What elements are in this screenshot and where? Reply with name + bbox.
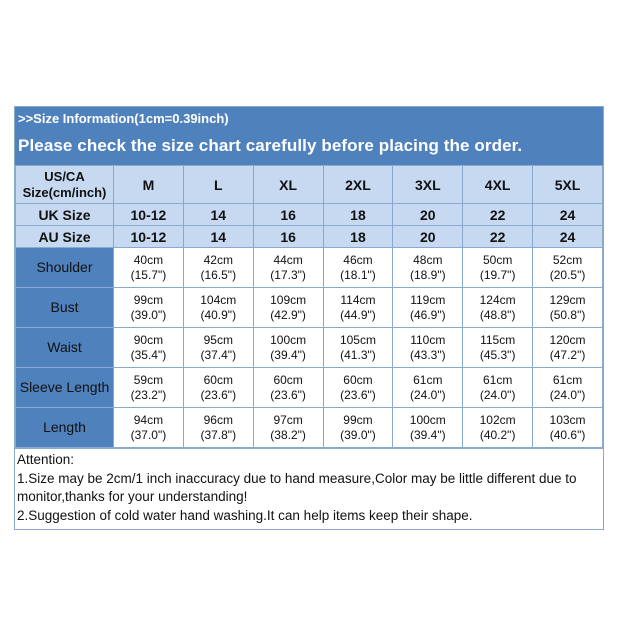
measurement-cm: 102cm — [479, 412, 516, 427]
measurement-cm: 105cm — [339, 332, 376, 347]
measurement-inch: (43.3") — [409, 347, 446, 362]
measurement-row — [16, 408, 603, 448]
attention-notes — [15, 448, 603, 529]
size-header-row — [16, 166, 603, 204]
measurement-cm: 97cm — [273, 412, 303, 427]
measurement-cell — [533, 328, 603, 368]
measurement-inch: (18.1") — [340, 267, 376, 282]
measurement-rows — [16, 248, 603, 448]
au-size-value: 18 — [323, 226, 393, 248]
measurement-cm: 61cm — [413, 372, 443, 387]
measurement-cell — [393, 248, 463, 288]
au-size-value: 22 — [463, 226, 533, 248]
uk-size-value: 22 — [463, 204, 533, 226]
corner-line2: Size(cm/inch) — [22, 184, 107, 200]
measurement-label: Bust — [16, 288, 114, 328]
measurement-inch: (39.0") — [130, 307, 167, 322]
measurement-cm: 110cm — [410, 332, 446, 347]
measurement-cm: 60cm — [343, 372, 373, 387]
measurement-cell — [533, 248, 603, 288]
measurement-cell — [253, 408, 323, 448]
attention-note-2: 2.Suggestion of cold water hand washing.It can help items keep their shape. — [17, 507, 473, 523]
measurement-cell — [323, 328, 393, 368]
measurement-cell — [323, 248, 393, 288]
measurement-inch: (24.0") — [479, 387, 516, 402]
measurement-cm: 100cm — [270, 332, 307, 347]
measurement-cell — [183, 408, 253, 448]
uk-size-value: 20 — [393, 204, 463, 226]
measurement-inch: (46.9") — [409, 307, 446, 322]
attention-title: Attention: — [17, 452, 75, 467]
measurement-inch: (39.0") — [340, 427, 376, 442]
measurement-cell — [183, 368, 253, 408]
measurement-cm: 94cm — [133, 412, 164, 427]
measurement-row — [16, 328, 603, 368]
measurement-label: Waist — [16, 328, 114, 368]
uk-size-value: 24 — [533, 204, 603, 226]
size-header-m: M — [114, 166, 184, 204]
measurement-cm: 46cm — [343, 252, 373, 267]
measurement-inch: (39.4") — [409, 427, 446, 442]
measurement-cell — [323, 408, 393, 448]
measurement-cm: 104cm — [200, 292, 237, 307]
size-header-2xl: 2XL — [323, 166, 393, 204]
measurement-label: Sleeve Length — [16, 368, 114, 408]
measurement-cell — [393, 328, 463, 368]
measurement-inch: (24.0") — [409, 387, 446, 402]
measurement-cell — [183, 328, 253, 368]
measurement-inch: (40.9") — [200, 307, 237, 322]
measurement-inch: (50.8") — [549, 307, 586, 322]
measurement-cell — [114, 328, 184, 368]
measurement-inch: (41.3") — [340, 347, 376, 362]
measurement-cell — [393, 408, 463, 448]
size-header-xl: XL — [253, 166, 323, 204]
measurement-cm: 90cm — [133, 332, 164, 347]
size-info-banner — [15, 107, 603, 165]
measurement-cell — [323, 368, 393, 408]
measurement-cm: 95cm — [203, 332, 233, 347]
au-size-row — [16, 226, 603, 248]
measurement-cell — [533, 288, 603, 328]
measurement-cm: 109cm — [270, 292, 307, 307]
measurement-cell — [114, 408, 184, 448]
size-header-4xl: 4XL — [463, 166, 533, 204]
measurement-cm: 52cm — [552, 252, 583, 267]
size-header-l: L — [183, 166, 253, 204]
measurement-inch: (18.9") — [409, 267, 446, 282]
measurement-cell — [253, 288, 323, 328]
measurement-inch: (24.0") — [549, 387, 586, 402]
measurement-cell — [463, 248, 533, 288]
measurement-cm: 42cm — [203, 252, 233, 267]
measurement-cm: 61cm — [482, 372, 513, 387]
measurement-row — [16, 288, 603, 328]
size-chart — [14, 106, 604, 530]
measurement-label: Length — [16, 408, 114, 448]
size-corner-cell — [16, 166, 114, 204]
measurement-inch: (16.5") — [200, 267, 237, 282]
uk-size-value: 16 — [253, 204, 323, 226]
measurement-inch: (23.6") — [200, 387, 237, 402]
measurement-cm: 99cm — [133, 292, 164, 307]
measurement-cm: 114cm — [340, 292, 376, 307]
measurement-inch: (38.2") — [270, 427, 306, 442]
measurement-cell — [393, 368, 463, 408]
measurement-inch: (48.8") — [479, 307, 516, 322]
measurement-inch: (37.0") — [130, 427, 167, 442]
uk-size-label: UK Size — [16, 204, 114, 226]
measurement-cm: 60cm — [203, 372, 233, 387]
measurement-row — [16, 368, 603, 408]
measurement-cell — [463, 328, 533, 368]
measurement-cm: 40cm — [133, 252, 164, 267]
measurement-inch: (44.9") — [340, 307, 376, 322]
measurement-cm: 96cm — [203, 412, 233, 427]
uk-size-value: 14 — [183, 204, 253, 226]
au-size-label: AU Size — [16, 226, 114, 248]
measurement-inch: (42.9") — [270, 307, 306, 322]
uk-size-value: 10-12 — [114, 204, 184, 226]
measurement-cell — [114, 248, 184, 288]
measurement-cm: 120cm — [549, 332, 586, 347]
measurement-cell — [393, 288, 463, 328]
measurement-cm: 119cm — [410, 292, 446, 307]
measurement-inch: (40.6") — [549, 427, 586, 442]
measurement-cm: 59cm — [133, 372, 164, 387]
measurement-label: Shoulder — [16, 248, 114, 288]
size-header-5xl: 5XL — [533, 166, 603, 204]
measurement-cm: 129cm — [549, 292, 586, 307]
measurement-inch: (23.6") — [270, 387, 306, 402]
measurement-cell — [253, 368, 323, 408]
size-table — [15, 165, 603, 448]
measurement-cm: 115cm — [480, 332, 516, 347]
measurement-cm: 99cm — [343, 412, 373, 427]
size-check-notice: Please check the size chart carefully before placing the order. — [18, 136, 523, 155]
measurement-cell — [533, 368, 603, 408]
measurement-inch: (40.2") — [479, 427, 516, 442]
measurement-cell — [114, 368, 184, 408]
measurement-inch: (37.8") — [200, 427, 237, 442]
au-size-value: 14 — [183, 226, 253, 248]
measurement-cell — [463, 408, 533, 448]
size-info-title: >>Size Information(1cm=0.39inch) — [18, 111, 229, 126]
au-size-value: 10-12 — [114, 226, 184, 248]
measurement-inch: (19.7") — [479, 267, 516, 282]
measurement-cm: 61cm — [552, 372, 583, 387]
measurement-cell — [463, 288, 533, 328]
measurement-cell — [533, 408, 603, 448]
measurement-cm: 60cm — [273, 372, 303, 387]
measurement-cm: 124cm — [479, 292, 516, 307]
measurement-cell — [114, 288, 184, 328]
measurement-inch: (35.4") — [130, 347, 167, 362]
measurement-cell — [323, 288, 393, 328]
measurement-inch: (23.2") — [130, 387, 167, 402]
measurement-cell — [183, 248, 253, 288]
measurement-inch: (20.5") — [549, 267, 586, 282]
measurement-cm: 44cm — [273, 252, 303, 267]
measurement-inch: (45.3") — [479, 347, 516, 362]
au-size-value: 24 — [533, 226, 603, 248]
measurement-inch: (15.7") — [130, 267, 167, 282]
measurement-cm: 103cm — [549, 412, 586, 427]
measurement-inch: (47.2") — [549, 347, 586, 362]
measurement-cm: 48cm — [413, 252, 443, 267]
au-size-value: 16 — [253, 226, 323, 248]
measurement-row — [16, 248, 603, 288]
measurement-cm: 100cm — [409, 412, 446, 427]
au-size-value: 20 — [393, 226, 463, 248]
uk-size-row — [16, 204, 603, 226]
measurement-cell — [253, 328, 323, 368]
corner-line1: US/CA — [44, 168, 85, 184]
measurement-inch: (37.4") — [200, 347, 237, 362]
measurement-cell — [253, 248, 323, 288]
measurement-inch: (23.6") — [340, 387, 376, 402]
attention-note-1: 1.Size may be 2cm/1 inch inaccuracy due to hand measure,Color may be little different due to monitor,thanks for your understanding! — [17, 470, 577, 504]
measurement-cell — [463, 368, 533, 408]
measurement-cell — [183, 288, 253, 328]
size-header-3xl: 3XL — [393, 166, 463, 204]
measurement-inch: (17.3") — [270, 267, 306, 282]
measurement-inch: (39.4") — [270, 347, 306, 362]
uk-size-value: 18 — [323, 204, 393, 226]
measurement-cm: 50cm — [482, 252, 513, 267]
